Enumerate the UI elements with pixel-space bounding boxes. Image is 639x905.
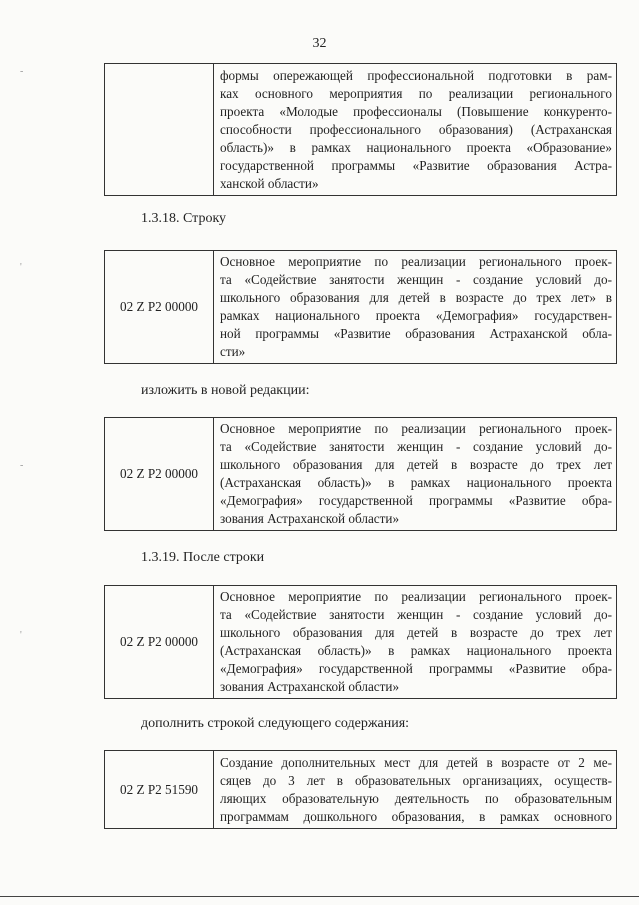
text-line: школьного образования для детей в возрасте до трех лет» в bbox=[220, 290, 612, 305]
text-line: ной программы «Развитие образования Астраханской обла- bbox=[220, 326, 612, 341]
text-line: Основное мероприятие по реализации регионального проек- bbox=[220, 421, 612, 436]
budget-code-cell: 02 Z P2 51590 bbox=[105, 751, 214, 829]
text-line: «Демография» государственной программы «Развитие обра- bbox=[220, 493, 612, 508]
text-line: область)» в рамках национального проекта «Образование» bbox=[220, 139, 612, 155]
budget-description-cell bbox=[214, 586, 617, 699]
budget-code-cell: 02 Z P2 00000 bbox=[105, 418, 214, 531]
budget-description-cell bbox=[214, 64, 617, 196]
budget-code-cell: 02 Z P2 00000 bbox=[105, 251, 214, 364]
text-line: ляющих образовательную деятельность по образовательным bbox=[220, 790, 612, 806]
margin-mark: ' bbox=[20, 630, 22, 641]
budget-description-cell bbox=[214, 251, 617, 364]
text-line: (Астраханская область)» в рамках национального проекта bbox=[220, 643, 612, 658]
text-line: зования Астраханской области» bbox=[220, 679, 400, 694]
text-line: государственной программы «Развитие образования Астра- bbox=[220, 157, 612, 173]
text-line: Основное мероприятие по реализации регионального проек- bbox=[220, 589, 612, 604]
budget-code-cell bbox=[105, 64, 214, 196]
text-line: проекта «Молодые профессионалы (Повышение конкуренто- bbox=[220, 103, 612, 119]
text-line: та «Содействие занятости женщин - создание условий до- bbox=[220, 439, 612, 454]
budget-table-old-row bbox=[104, 250, 617, 364]
text-line: рамках национального проекта «Демография» государствен- bbox=[220, 308, 612, 323]
budget-description-cell bbox=[214, 418, 617, 531]
instruction-text: дополнить строкой следующего содержания: bbox=[141, 716, 410, 731]
text-line: программам дошкольного образования, в рамках основного bbox=[220, 808, 612, 824]
section-heading: 1.3.19. После строки bbox=[141, 550, 265, 565]
text-line: школьного образования для детей в возрасте до трех лет bbox=[220, 457, 612, 472]
budget-description-cell bbox=[214, 751, 617, 829]
text-line: способности профессионального образования) (Астраханская bbox=[220, 121, 612, 137]
text-line: сти» bbox=[220, 344, 246, 359]
text-line: Создание дополнительных мест для детей в возрасте от 2 ме- bbox=[220, 754, 612, 770]
text-line: «Демография» государственной программы «Развитие обра- bbox=[220, 661, 612, 676]
margin-mark: - bbox=[20, 460, 24, 471]
margin-mark: - bbox=[20, 66, 24, 77]
budget-table-anchor-row bbox=[104, 585, 617, 699]
scan-edge-line bbox=[0, 896, 639, 897]
text-line: формы опережающей профессиональной подготовки в рам- bbox=[220, 67, 612, 83]
budget-table-added-row bbox=[104, 750, 617, 829]
text-line: та «Содействие занятости женщин - создание условий до- bbox=[220, 607, 612, 622]
budget-table-new-row bbox=[104, 417, 617, 531]
text-line: ханской области» bbox=[220, 175, 319, 191]
margin-mark: ' bbox=[20, 262, 22, 273]
text-line: Основное мероприятие по реализации регионального проек- bbox=[220, 254, 612, 269]
text-line: (Астраханская область)» в рамках национального проекта bbox=[220, 475, 612, 490]
text-line: зования Астраханской области» bbox=[220, 511, 400, 526]
text-line: сяцев до 3 лет в образовательных организациях, осуществ- bbox=[220, 772, 612, 788]
text-line: та «Содействие занятости женщин - создание условий до- bbox=[220, 272, 612, 287]
text-line: ках основного мероприятия по реализации регионального bbox=[220, 85, 612, 101]
instruction-text: изложить в новой редакции: bbox=[141, 383, 310, 398]
budget-table-continuation bbox=[104, 63, 617, 196]
budget-code-cell: 02 Z P2 00000 bbox=[105, 586, 214, 699]
page-number: 32 bbox=[312, 36, 327, 51]
text-line: школьного образования для детей в возрасте до трех лет bbox=[220, 625, 612, 640]
section-heading: 1.3.18. Строку bbox=[141, 211, 227, 226]
